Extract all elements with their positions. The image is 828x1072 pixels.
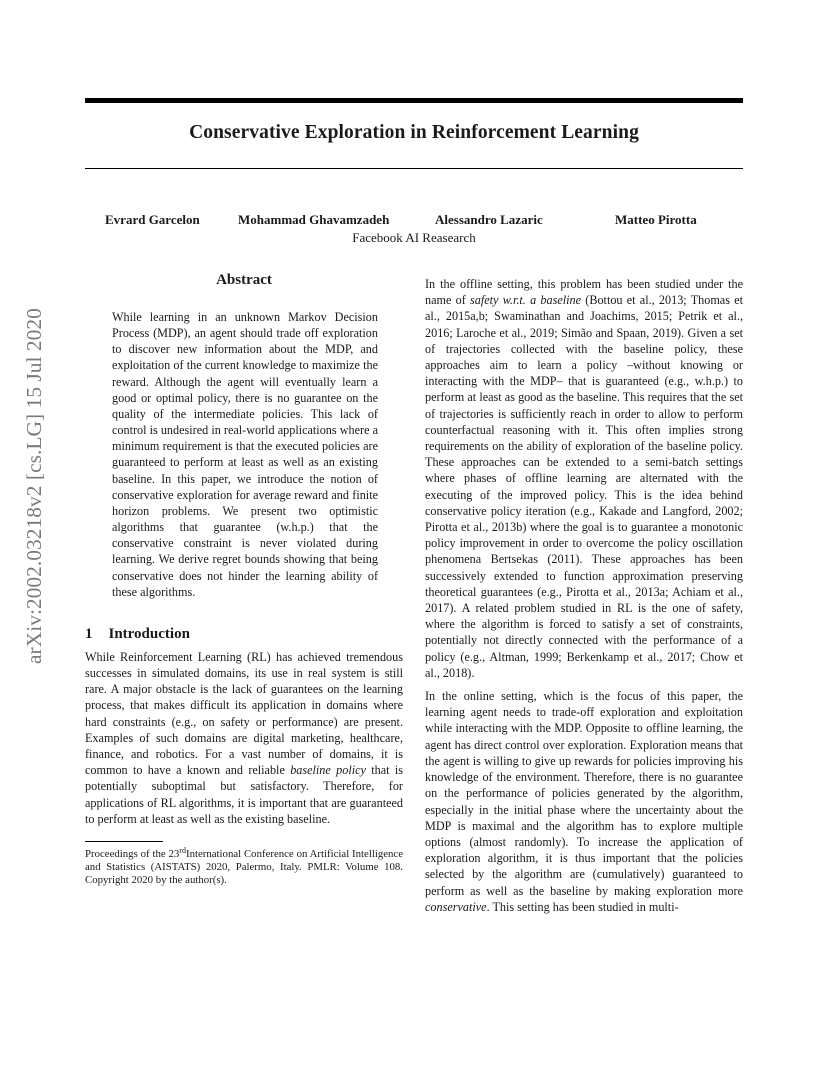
author-name: Evrard Garcelon bbox=[105, 212, 200, 227]
intro-paragraph: While Reinforcement Learning (RL) has achieved tremendous successes in simulated domains, its use in real system is still rare. A major obstacle is the lack of guarantees on the learning process, that makes difficult its application in domains where hard constraints (e.g., on safety or performance) are present. Examples of such domains are digital marketing, healthcare, finance, and robotics. For a vast number of domains, it is common to have a known and reliable baseline policy that is potentially suboptimal but satisfactory. Therefore, for applications of RL algorithms, it is important that are guaranteed to perform at least as well as the existing baseline. bbox=[85, 649, 403, 826]
section-number: 1 bbox=[85, 625, 93, 642]
arxiv-identifier: arXiv:2002.03218v2 [cs.LG] 15 Jul 2020 bbox=[22, 308, 46, 664]
abstract-heading: Abstract bbox=[216, 272, 272, 288]
title-rule-bottom bbox=[85, 168, 743, 169]
author-name: Matteo Pirotta bbox=[615, 212, 697, 227]
affiliation: Facebook AI Reasearch bbox=[352, 230, 476, 245]
title-rule-top bbox=[85, 98, 743, 103]
section-heading bbox=[85, 626, 403, 643]
footnote: Proceedings of the 23rdInternational Conference on Artificial Intelligence and Statistics (AISTATS) 2020, Palermo, Italy. PMLR: Volume 108. Copyright 2020 by the author(s). bbox=[85, 846, 403, 887]
author-name: Alessandro Lazaric bbox=[435, 212, 543, 227]
paper-title: Conservative Exploration in Reinforcement Learning bbox=[189, 122, 639, 143]
emphasis: baseline policy bbox=[290, 763, 366, 778]
abstract-text: While learning in an unknown Markov Decision Process (MDP), an agent should trade off exploration to discover new information about the MDP, and exploitation of the current knowledge to maximize the reward. Although the agent will eventually learn a good or optimal policy, there is no guarantee on the quality of the intermediate policies. This lack of control is undesired in real-world applications where a minimum requirement is that the executed policies are guaranteed to perform at least as well as an existing baseline. In this paper, we introduce the notion of conservative exploration for average reward and finite horizon problems. We present two optimistic algorithms that guarantee (w.h.p.) that the conservative constraint is never violated during learning. We derive regret bounds showing that being conservative does not hinder the learning ability of these algorithms. bbox=[112, 310, 378, 599]
right-column bbox=[425, 276, 743, 915]
body-paragraph: In the offline setting, this problem has been studied under the name of safety w.r.t. a baseline (Bottou et al., 2013; Thomas et al., 2015a,b; Swaminathan and Joachims, 2015; Petrik et al., 2016; Laroche et al., 2019; Simão and Spaan, 2019). Given a set of trajectories collected with the baseline policy, these approaches aim to learn a policy –without knowing or interacting with the MDP– that is guaranteed (e.g., w.h.p.) to perform at least as good as the baseline. This requires that the set of trajectories is sufficiently reach in order to allow to perform counterfactual reasoning with it. This often implies strong requirements on the ability of exploration of the baseline policy. These approaches can be extended to a semi-batch settings where phases of offline learning are alternated with the executing of the improved policy. This is the idea behind conservative policy iteration (e.g., Kakade and Langford, 2002; Pirotta et al., 2013b) where the goal is to guarantee a monotonic policy improvement in order to overcome the policy oscillation phenomena Bertsekas (2011). These approaches has been successively extended to function approximation preserving theoretical guarantees (e.g., Pirotta et al., 2013a; Achiam et al., 2017). A related problem studied in RL is the one of safety, where the algorithm is forced to satisfy a set of constraints, potentially not directly connected with the performance of a policy (e.g., Altman, 1999; Berkenkamp et al., 2017; Chow et al., 2018). bbox=[425, 277, 743, 680]
emphasis: conservative bbox=[425, 899, 487, 914]
body-paragraph: In the online setting, which is the focus of this paper, the learning agent needs to trade-off exploration and exploitation while interacting with the MDP. Opposite to offline learning, the agent has direct control over exploration. Exploration means that the agent is willing to give up rewards for policies improving his knowledge of the environment. Therefore, there is no guarantee on the performance of policies generated by the algorithm, especially in the initial phase where the uncertainty about the MDP is maximal and the algorithm has to explore multiple options (almost randomly). To increase the application of exploration algorithm, it is thus important that the policies selected by the algorithm are (cumulatively) guaranteed to perform as well as the baseline by making exploration more conservative. This setting has been studied in multi- bbox=[425, 689, 743, 914]
section-title: Introduction bbox=[108, 625, 190, 642]
author-name: Mohammad Ghavamzadeh bbox=[238, 212, 390, 227]
left-column bbox=[85, 272, 403, 888]
footnote-rule bbox=[85, 841, 163, 842]
emphasis: safety w.r.t. a baseline bbox=[470, 293, 582, 308]
